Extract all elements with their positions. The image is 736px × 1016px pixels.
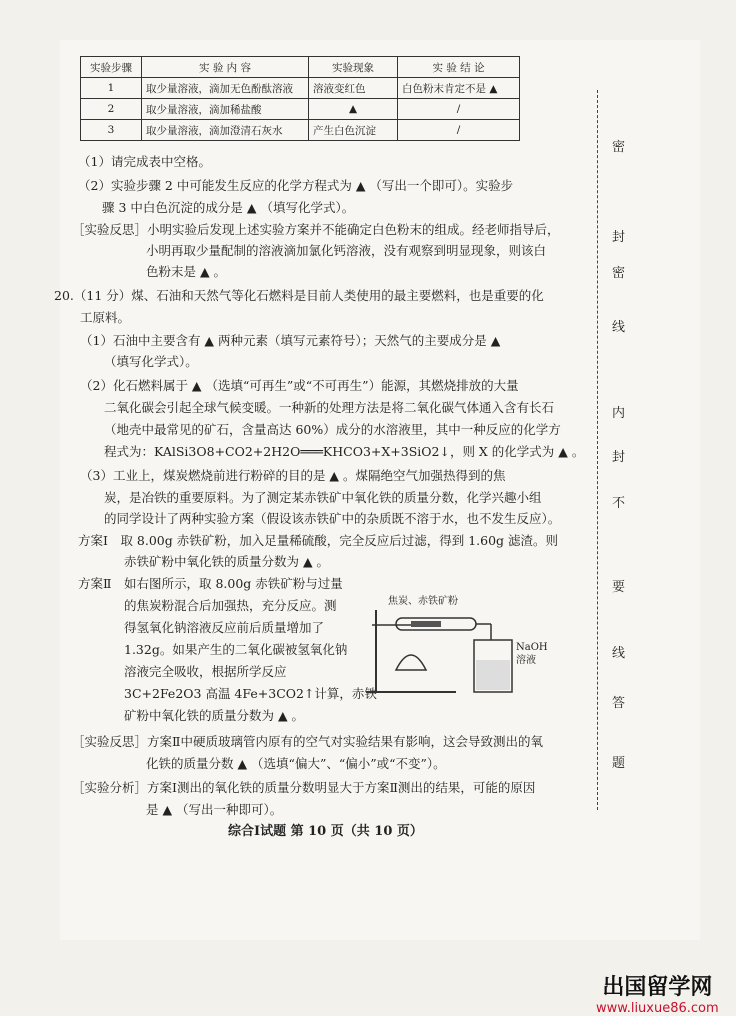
text-line: 方案Ⅰ 取 8.00g 赤铁矿粉，加入足量稀硫酸，完全反应后过滤，得到 1.60g 滤渣。则	[78, 533, 559, 548]
seal-char: 不	[612, 496, 626, 511]
watermark-url: www.liuxue86.com	[596, 1001, 719, 1016]
table-cell: 取少量溶液，滴加无色酚酞溶液	[142, 78, 309, 99]
text-line: （3）工业上，煤炭燃烧前进行粉碎的目的是 ▲ 。煤隔绝空气加强热得到的焦	[80, 468, 506, 483]
tube-label: 焦炭、赤铁矿粉	[388, 596, 458, 607]
text-line: 色粉末是 ▲ 。	[146, 264, 227, 279]
table-cell: 产生白色沉淀	[309, 120, 398, 141]
header-cell: 实 验 内 容	[142, 57, 309, 78]
text-line: 小明再取少量配制的溶液滴加氯化钙溶液，没有观察到明显现象，则该白	[146, 243, 547, 258]
text-line: 炭，是冶铁的重要原料。为了测定某赤铁矿中氧化铁的质量分数，化学兴趣小组	[104, 490, 542, 505]
text-line: （地壳中最常见的矿石，含量高达 60%）成分的水溶液里，其中一种反应的化学方	[104, 422, 561, 437]
table-row	[81, 99, 520, 120]
table-cell: 白色粉末肯定不是 ▲	[398, 78, 520, 99]
seal-char: 封	[612, 230, 626, 245]
seal-char: 封	[612, 450, 626, 465]
seal-char: 线	[612, 320, 626, 335]
text-line: 化铁的质量分数 ▲ （选填“偏大”、“偏小”或“不变”）。	[146, 756, 446, 771]
seal-char: 题	[612, 756, 626, 771]
text-line: 是 ▲ （写出一种即可）。	[146, 802, 283, 817]
text-line: （2）实验步骤 2 中可能发生反应的化学方程式为 ▲ （写出一个即可）。实验步	[78, 178, 514, 193]
table-cell: 取少量溶液，滴加稀盐酸	[142, 99, 309, 120]
text-line: 的焦炭粉混合后加强热，充分反应。测	[124, 598, 337, 613]
text-line: 20.（11 分）煤、石油和天然气等化石燃料是目前人类使用的最主要燃料，也是重要的化	[54, 288, 544, 303]
header-cell: 实验现象	[309, 57, 398, 78]
table-cell: /	[398, 120, 520, 141]
seal-char: 线	[612, 646, 626, 661]
table-row	[81, 120, 520, 141]
text-line: （填写化学式）。	[104, 354, 198, 369]
table-cell: 取少量溶液，滴加澄清石灰水	[142, 120, 309, 141]
page-footer: 综合Ⅰ试题 第 10 页（共 10 页）	[228, 824, 423, 839]
text-line: 的同学设计了两种实验方案（假设该赤铁矿中的杂质既不溶于水，也不发生反应）。	[104, 511, 561, 526]
text-line: 3C+2Fe2O3 高温 4Fe+3CO2↑计算，赤铁	[124, 686, 377, 701]
seal-char: 要	[612, 580, 626, 595]
apparatus-diagram	[356, 590, 556, 710]
seal-char: 密	[612, 140, 626, 155]
text-line: 程式为：KAlSi3O8+CO2+2H2O═══KHCO3+X+3SiO2↓，则 X 的化学式为 ▲ 。	[104, 444, 585, 459]
solution-label: 溶液	[516, 655, 536, 666]
table-cell: 3	[81, 120, 142, 141]
site-watermark	[596, 970, 719, 1016]
text-line: 骤 3 中白色沉淀的成分是 ▲ （填写化学式）。	[102, 200, 355, 215]
text-line: 溶液完全吸收，根据所学反应	[124, 664, 287, 679]
text-line: 赤铁矿粉中氧化铁的质量分数为 ▲ 。	[124, 554, 330, 569]
seal-char: 密	[612, 266, 626, 281]
text-line: 得氢氧化钠溶液反应前后质量增加了	[124, 620, 325, 635]
text-line: ［实验反思］小明实验后发现上述实验方案并不能确定白色粉末的组成。经老师指导后，	[72, 222, 560, 237]
table-cell: 2	[81, 99, 142, 120]
text-line: 二氧化碳会引起全球气候变暖。一种新的处理方法是将二氧化碳气体通入含有长石	[104, 400, 555, 415]
seal-char: 内	[612, 406, 626, 421]
table-cell: /	[398, 99, 520, 120]
text-line: （1）请完成表中空格。	[78, 154, 211, 169]
text-line: 工原料。	[80, 310, 131, 325]
table-cell: 溶液变红色	[309, 78, 398, 99]
text-line: 方案Ⅱ 如右图所示，取 8.00g 赤铁矿粉与过量	[78, 576, 343, 591]
text-line: （2）化石燃料属于 ▲ （选填“可再生”或“不可再生”）能源，其燃烧排放的大量	[80, 378, 519, 393]
table-cell: 1	[81, 78, 142, 99]
seal-char: 答	[612, 696, 626, 711]
experiment-table	[80, 56, 520, 141]
text-line: ［实验分析］方案Ⅰ测出的氧化铁的质量分数明显大于方案Ⅱ测出的结果，可能的原因	[72, 780, 536, 795]
header-cell: 实 验 结 论	[398, 57, 520, 78]
text-line: 1.32g。如果产生的二氧化碳被氢氧化钠	[124, 642, 348, 657]
table-cell: ▲	[309, 99, 398, 120]
naoh-label: NaOH	[516, 642, 548, 653]
text-line: ［实验反思］方案Ⅱ中硬质玻璃管内原有的空气对实验结果有影响，这会导致测出的氧	[72, 734, 543, 749]
watermark-name: 出国留学网	[602, 975, 713, 1000]
header-cell: 实验步骤	[81, 57, 142, 78]
seal-line	[597, 90, 598, 810]
text-line: 矿粉中氧化铁的质量分数为 ▲ 。	[124, 708, 305, 723]
text-line: （1）石油中主要含有 ▲ 两种元素（填写元素符号）；天然气的主要成分是 ▲	[80, 333, 501, 348]
table-header-row	[81, 57, 520, 78]
table-row	[81, 78, 520, 99]
